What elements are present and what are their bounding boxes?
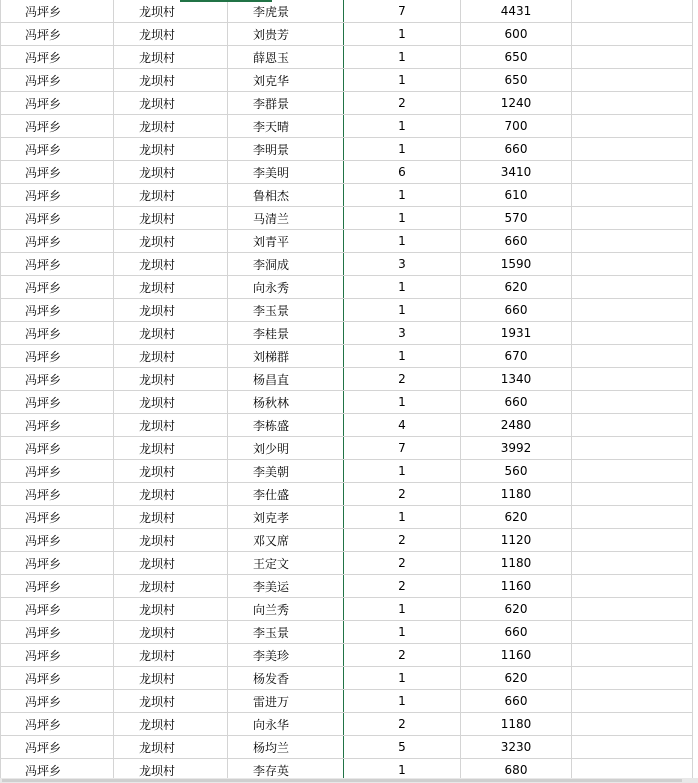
cell-amount[interactable]: 650 — [461, 69, 572, 92]
cell-count[interactable]: 2 — [344, 368, 461, 391]
cell-town[interactable]: 冯坪乡 — [1, 552, 114, 575]
cell-amount[interactable]: 560 — [461, 460, 572, 483]
cell-amount[interactable]: 600 — [461, 23, 572, 46]
cell-count[interactable]: 1 — [344, 69, 461, 92]
cell-count[interactable]: 1 — [344, 276, 461, 299]
cell-amount[interactable]: 660 — [461, 690, 572, 713]
cell-amount[interactable]: 1931 — [461, 322, 572, 345]
cell-empty[interactable] — [572, 230, 693, 253]
cell-name[interactable]: 雷进万 — [228, 690, 344, 713]
cell-town[interactable]: 冯坪乡 — [1, 184, 114, 207]
cell-amount[interactable]: 1340 — [461, 368, 572, 391]
cell-amount[interactable]: 3410 — [461, 161, 572, 184]
cell-town[interactable]: 冯坪乡 — [1, 368, 114, 391]
cell-count[interactable]: 2 — [344, 92, 461, 115]
cell-count[interactable]: 1 — [344, 207, 461, 230]
table-row — [1, 92, 693, 115]
cell-name[interactable]: 李桂景 — [228, 322, 344, 345]
cell-village[interactable]: 龙坝村 — [114, 345, 228, 368]
cell-amount[interactable]: 620 — [461, 667, 572, 690]
cell-name[interactable]: 李美运 — [228, 575, 344, 598]
table-row — [1, 138, 693, 161]
cell-count[interactable]: 1 — [344, 460, 461, 483]
cell-count[interactable]: 1 — [344, 23, 461, 46]
cell-count[interactable]: 1 — [344, 345, 461, 368]
cell-name[interactable]: 向永华 — [228, 713, 344, 736]
cell-village[interactable]: 龙坝村 — [114, 184, 228, 207]
cell-empty[interactable] — [572, 207, 693, 230]
table-row — [1, 184, 693, 207]
cell-name[interactable]: 刘梯群 — [228, 345, 344, 368]
table-row — [1, 207, 693, 230]
cell-name[interactable]: 刘青平 — [228, 230, 344, 253]
cell-amount[interactable]: 670 — [461, 345, 572, 368]
cell-amount[interactable]: 1180 — [461, 552, 572, 575]
cell-empty[interactable] — [572, 690, 693, 713]
cell-village[interactable]: 龙坝村 — [114, 736, 228, 759]
cell-name[interactable]: 薛恩玉 — [228, 46, 344, 69]
cell-village[interactable]: 龙坝村 — [114, 713, 228, 736]
table-row — [1, 322, 693, 345]
cell-name[interactable]: 王定文 — [228, 552, 344, 575]
cell-town[interactable]: 冯坪乡 — [1, 414, 114, 437]
cell-count[interactable]: 1 — [344, 690, 461, 713]
cell-amount[interactable]: 660 — [461, 621, 572, 644]
table-row — [1, 230, 693, 253]
table-row — [1, 713, 693, 736]
cell-count[interactable]: 1 — [344, 621, 461, 644]
table-row — [1, 414, 693, 437]
cell-count[interactable]: 1 — [344, 391, 461, 414]
cell-empty[interactable] — [572, 276, 693, 299]
cell-empty[interactable] — [572, 575, 693, 598]
cell-amount[interactable]: 660 — [461, 138, 572, 161]
cell-town[interactable]: 冯坪乡 — [1, 138, 114, 161]
table-row — [1, 0, 693, 23]
table-row — [1, 460, 693, 483]
cell-town[interactable]: 冯坪乡 — [1, 92, 114, 115]
cell-village[interactable]: 龙坝村 — [114, 621, 228, 644]
table-row — [1, 368, 693, 391]
cell-town[interactable]: 冯坪乡 — [1, 253, 114, 276]
cell-empty[interactable] — [572, 345, 693, 368]
table-row — [1, 115, 693, 138]
cell-town[interactable]: 冯坪乡 — [1, 230, 114, 253]
cell-town[interactable]: 冯坪乡 — [1, 437, 114, 460]
cell-name[interactable]: 李美明 — [228, 161, 344, 184]
cell-amount[interactable]: 4431 — [461, 0, 572, 23]
cell-count[interactable]: 1 — [344, 759, 461, 782]
cell-empty[interactable] — [572, 552, 693, 575]
cell-name[interactable]: 李美珍 — [228, 644, 344, 667]
cell-amount[interactable]: 610 — [461, 184, 572, 207]
cell-empty[interactable] — [572, 621, 693, 644]
cell-name[interactable]: 李玉景 — [228, 621, 344, 644]
cell-empty[interactable] — [572, 161, 693, 184]
cell-village[interactable]: 龙坝村 — [114, 23, 228, 46]
cell-village[interactable]: 龙坝村 — [114, 644, 228, 667]
cell-village[interactable]: 龙坝村 — [114, 276, 228, 299]
cell-village[interactable]: 龙坝村 — [114, 759, 228, 782]
cell-amount[interactable]: 620 — [461, 598, 572, 621]
table-row — [1, 644, 693, 667]
cell-count[interactable]: 1 — [344, 184, 461, 207]
cell-empty[interactable] — [572, 0, 693, 23]
cell-count[interactable]: 2 — [344, 483, 461, 506]
cell-village[interactable]: 龙坝村 — [114, 506, 228, 529]
cell-village[interactable]: 龙坝村 — [114, 460, 228, 483]
cell-count[interactable]: 7 — [344, 0, 461, 23]
table-body — [1, 0, 693, 782]
cell-empty[interactable] — [572, 368, 693, 391]
cell-town[interactable]: 冯坪乡 — [1, 644, 114, 667]
table-row — [1, 161, 693, 184]
scrollbar-thumb[interactable] — [2, 779, 682, 782]
table-row — [1, 345, 693, 368]
cell-amount[interactable]: 1180 — [461, 483, 572, 506]
table-row — [1, 69, 693, 92]
cell-name[interactable]: 李玉景 — [228, 299, 344, 322]
cell-town[interactable]: 冯坪乡 — [1, 23, 114, 46]
cell-village[interactable]: 龙坝村 — [114, 161, 228, 184]
cell-name[interactable]: 向永秀 — [228, 276, 344, 299]
cell-empty[interactable] — [572, 138, 693, 161]
cell-village[interactable]: 龙坝村 — [114, 437, 228, 460]
cell-empty[interactable] — [572, 69, 693, 92]
table-row — [1, 529, 693, 552]
cell-empty[interactable] — [572, 644, 693, 667]
cell-name[interactable]: 杨均兰 — [228, 736, 344, 759]
cell-village[interactable]: 龙坝村 — [114, 115, 228, 138]
cell-village[interactable]: 龙坝村 — [114, 667, 228, 690]
horizontal-scrollbar[interactable] — [0, 778, 698, 783]
cell-town[interactable]: 冯坪乡 — [1, 575, 114, 598]
cell-empty[interactable] — [572, 92, 693, 115]
cell-town[interactable]: 冯坪乡 — [1, 460, 114, 483]
cell-name[interactable]: 刘克孝 — [228, 506, 344, 529]
table-row — [1, 46, 693, 69]
cell-empty[interactable] — [572, 322, 693, 345]
cell-amount[interactable]: 3992 — [461, 437, 572, 460]
cell-name[interactable]: 李天晴 — [228, 115, 344, 138]
cell-town[interactable]: 冯坪乡 — [1, 299, 114, 322]
cell-village[interactable]: 龙坝村 — [114, 299, 228, 322]
cell-name[interactable]: 李明景 — [228, 138, 344, 161]
table-row — [1, 437, 693, 460]
cell-empty[interactable] — [572, 529, 693, 552]
cell-amount[interactable]: 660 — [461, 391, 572, 414]
cell-name[interactable]: 刘贵芳 — [228, 23, 344, 46]
cell-amount[interactable]: 1240 — [461, 92, 572, 115]
table-row — [1, 575, 693, 598]
cell-name[interactable]: 李美朝 — [228, 460, 344, 483]
cell-town[interactable]: 冯坪乡 — [1, 598, 114, 621]
cell-village[interactable]: 龙坝村 — [114, 552, 228, 575]
table-row — [1, 23, 693, 46]
cell-village[interactable]: 龙坝村 — [114, 529, 228, 552]
cell-amount[interactable]: 620 — [461, 506, 572, 529]
cell-village[interactable]: 龙坝村 — [114, 46, 228, 69]
table-row — [1, 506, 693, 529]
cell-name[interactable]: 杨昌直 — [228, 368, 344, 391]
cell-count[interactable]: 2 — [344, 529, 461, 552]
cell-count[interactable]: 1 — [344, 115, 461, 138]
cell-amount[interactable]: 700 — [461, 115, 572, 138]
cell-name[interactable]: 李存英 — [228, 759, 344, 782]
cell-count[interactable]: 6 — [344, 161, 461, 184]
cell-village[interactable]: 龙坝村 — [114, 598, 228, 621]
cell-name[interactable]: 刘少明 — [228, 437, 344, 460]
cell-village[interactable]: 龙坝村 — [114, 391, 228, 414]
table-row — [1, 621, 693, 644]
cell-town[interactable]: 冯坪乡 — [1, 391, 114, 414]
cell-amount[interactable]: 3230 — [461, 736, 572, 759]
cell-empty[interactable] — [572, 713, 693, 736]
table-row — [1, 736, 693, 759]
cell-village[interactable]: 龙坝村 — [114, 207, 228, 230]
table-row — [1, 483, 693, 506]
cell-name[interactable]: 李栋盛 — [228, 414, 344, 437]
cell-village[interactable]: 龙坝村 — [114, 69, 228, 92]
cell-empty[interactable] — [572, 253, 693, 276]
cell-name[interactable]: 李虎景 — [228, 0, 344, 23]
cell-amount[interactable]: 1590 — [461, 253, 572, 276]
cell-village[interactable]: 龙坝村 — [114, 483, 228, 506]
cell-town[interactable]: 冯坪乡 — [1, 322, 114, 345]
cell-village[interactable]: 龙坝村 — [114, 0, 228, 23]
cell-village[interactable]: 龙坝村 — [114, 253, 228, 276]
table-row — [1, 667, 693, 690]
cell-amount[interactable]: 1120 — [461, 529, 572, 552]
cell-amount[interactable]: 1160 — [461, 644, 572, 667]
cell-name[interactable]: 马清兰 — [228, 207, 344, 230]
cell-count[interactable]: 2 — [344, 713, 461, 736]
cell-count[interactable]: 1 — [344, 598, 461, 621]
cell-town[interactable]: 冯坪乡 — [1, 667, 114, 690]
table-row — [1, 276, 693, 299]
cell-empty[interactable] — [572, 483, 693, 506]
table-row — [1, 253, 693, 276]
cell-empty[interactable] — [572, 23, 693, 46]
selected-column-indicator — [180, 0, 272, 2]
cell-town[interactable]: 冯坪乡 — [1, 207, 114, 230]
cell-empty[interactable] — [572, 437, 693, 460]
cell-town[interactable]: 冯坪乡 — [1, 161, 114, 184]
cell-village[interactable]: 龙坝村 — [114, 92, 228, 115]
cell-name[interactable]: 杨秋林 — [228, 391, 344, 414]
cell-amount[interactable]: 2480 — [461, 414, 572, 437]
cell-village[interactable]: 龙坝村 — [114, 690, 228, 713]
cell-empty[interactable] — [572, 667, 693, 690]
table-row — [1, 299, 693, 322]
cell-count[interactable]: 3 — [344, 322, 461, 345]
cell-amount[interactable]: 660 — [461, 230, 572, 253]
cell-amount[interactable]: 680 — [461, 759, 572, 782]
cell-village[interactable]: 龙坝村 — [114, 368, 228, 391]
cell-amount[interactable]: 620 — [461, 276, 572, 299]
cell-count[interactable]: 1 — [344, 667, 461, 690]
cell-name[interactable]: 向兰秀 — [228, 598, 344, 621]
cell-name[interactable]: 杨发香 — [228, 667, 344, 690]
cell-empty[interactable] — [572, 391, 693, 414]
table-row — [1, 598, 693, 621]
cell-town[interactable]: 冯坪乡 — [1, 621, 114, 644]
cell-town[interactable]: 冯坪乡 — [1, 506, 114, 529]
cell-empty[interactable] — [572, 184, 693, 207]
cell-name[interactable]: 邓又席 — [228, 529, 344, 552]
cell-empty[interactable] — [572, 299, 693, 322]
cell-empty[interactable] — [572, 414, 693, 437]
cell-amount[interactable]: 570 — [461, 207, 572, 230]
cell-count[interactable]: 1 — [344, 46, 461, 69]
cell-count[interactable]: 7 — [344, 437, 461, 460]
cell-count[interactable]: 1 — [344, 506, 461, 529]
cell-empty[interactable] — [572, 736, 693, 759]
cell-count[interactable]: 3 — [344, 253, 461, 276]
cell-count[interactable]: 1 — [344, 230, 461, 253]
cell-empty[interactable] — [572, 460, 693, 483]
table-row — [1, 690, 693, 713]
cell-town[interactable]: 冯坪乡 — [1, 713, 114, 736]
cell-town[interactable]: 冯坪乡 — [1, 46, 114, 69]
cell-empty[interactable] — [572, 506, 693, 529]
cell-name[interactable]: 鲁相杰 — [228, 184, 344, 207]
cell-name[interactable]: 刘克华 — [228, 69, 344, 92]
cell-town[interactable]: 冯坪乡 — [1, 276, 114, 299]
cell-empty[interactable] — [572, 115, 693, 138]
cell-town[interactable]: 冯坪乡 — [1, 759, 114, 782]
cell-village[interactable]: 龙坝村 — [114, 138, 228, 161]
cell-amount[interactable]: 1180 — [461, 713, 572, 736]
table-row — [1, 552, 693, 575]
cell-empty[interactable] — [572, 598, 693, 621]
cell-village[interactable]: 龙坝村 — [114, 414, 228, 437]
cell-count[interactable]: 4 — [344, 414, 461, 437]
cell-town[interactable]: 冯坪乡 — [1, 483, 114, 506]
cell-town[interactable]: 冯坪乡 — [1, 345, 114, 368]
cell-amount[interactable]: 660 — [461, 299, 572, 322]
cell-count[interactable]: 2 — [344, 552, 461, 575]
cell-town[interactable]: 冯坪乡 — [1, 736, 114, 759]
cell-amount[interactable]: 650 — [461, 46, 572, 69]
cell-town[interactable]: 冯坪乡 — [1, 690, 114, 713]
cell-town[interactable]: 冯坪乡 — [1, 69, 114, 92]
cell-count[interactable]: 2 — [344, 644, 461, 667]
cell-empty[interactable] — [572, 46, 693, 69]
cell-village[interactable]: 龙坝村 — [114, 322, 228, 345]
cell-count[interactable]: 2 — [344, 575, 461, 598]
cell-town[interactable]: 冯坪乡 — [1, 0, 114, 23]
table-row — [1, 391, 693, 414]
cell-count[interactable]: 1 — [344, 138, 461, 161]
cell-count[interactable]: 1 — [344, 299, 461, 322]
cell-town[interactable]: 冯坪乡 — [1, 115, 114, 138]
cell-village[interactable]: 龙坝村 — [114, 575, 228, 598]
cell-town[interactable]: 冯坪乡 — [1, 529, 114, 552]
cell-amount[interactable]: 1160 — [461, 575, 572, 598]
cell-count[interactable]: 5 — [344, 736, 461, 759]
cell-name[interactable]: 李群景 — [228, 92, 344, 115]
cell-name[interactable]: 李仕盛 — [228, 483, 344, 506]
cell-village[interactable]: 龙坝村 — [114, 230, 228, 253]
cell-name[interactable]: 李洞成 — [228, 253, 344, 276]
